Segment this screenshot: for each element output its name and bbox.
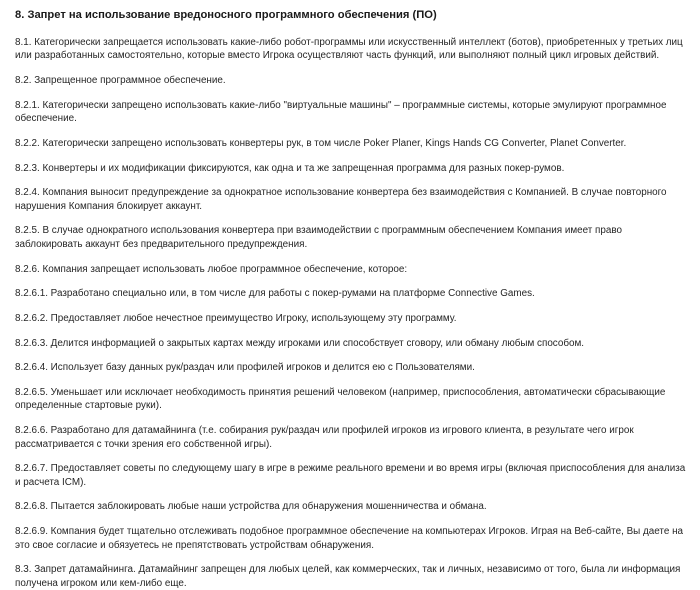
paragraph-8-2-6-6: 8.2.6.6. Разработано для датамайнинга (т.е. собирания рук/раздач или профилей игроков из игрового клиента, в результате чего игрок рассматривается с точки зрения его собственной игры). (15, 425, 634, 450)
paragraph-8-2-3: 8.2.3. Конвертеры и их модификации фиксируются, как одна и та же запрещенная программа для разных покер-румов. (15, 162, 565, 174)
paragraph-8-1: 8.1. Категорически запрещается использовать какие-либо робот-программы или искусственный интеллект (ботов), приобретенных у третьих лиц или разработанных самостоятельно, которые вместо Игрока осуществляют часть функций, или выполняют полный цикл игровых действий. (15, 37, 683, 62)
section-body (15, 36, 690, 590)
paragraph-8-2-6-4: 8.2.6.4. Использует базу данных рук/раздач или профилей игроков и делится ею с Пользователями. (15, 362, 475, 374)
paragraph-8-2-6-1: 8.2.6.1. Разработано специально или, в том числе для работы с покер-румами на платформе Connective Games. (15, 288, 535, 300)
section-title: 8. Запрет на использование вредоносного программного обеспечения (ПО) (15, 9, 437, 21)
paragraph-8-3: 8.3. Запрет датамайнинга. Датамайнинг запрещен для любых целей, как коммерческих, так и личных, независимо от того, была ли информация получена игроком или кем-либо еще. (15, 564, 681, 589)
paragraph-8-2: 8.2. Запрещенное программное обеспечение. (15, 75, 226, 87)
paragraph-8-2-6-5: 8.2.6.5. Уменьшает или исключает необходимость принятия решений человеком (например, приспособления, автоматически сбрасывающие определенные стартовые руки). (15, 387, 666, 412)
paragraph-8-2-1: 8.2.1. Категорически запрещено использовать какие-либо "виртуальные машины" – программные системы, которые эмулируют программное обеспечение. (15, 99, 667, 125)
paragraph-8-2-4: 8.2.4. Компания выносит предупреждение за однократное использование конвертера без взаимодействия с Компанией. В случае повторного нарушения Компания блокирует аккаунт. (15, 187, 667, 212)
paragraph-8-2-6-2: 8.2.6.2. Предоставляет любое нечестное преимущество Игроку, использующему эту программу. (15, 312, 457, 324)
paragraph-8-2-5: 8.2.5. В случае однократного использования конвертера при взаимодействии с программным обеспечением Компания имеет право заблокировать аккаунт без предварительного предупреждения. (15, 225, 623, 250)
paragraph-8-2-6-7: 8.2.6.7. Предоставляет советы по следующему шагу в игре в режиме реального времени и во время игры (включая приспособления для анализа и расчета ICM). (15, 463, 686, 488)
paragraph-8-2-6-8: 8.2.6.8. Пытается заблокировать любые наши устройства для обнаружения мошенничества и обмана. (15, 501, 487, 513)
paragraph-8-2-6-9: 8.2.6.9. Компания будет тщательно отслеживать подобное программное обеспечение на компьютерах Игроков. Играя на Веб-сайте, Вы даете на это свое согласие и обязуетесь не препятствовать устройствам обнаружения. (15, 526, 684, 551)
paragraph-8-2-6: 8.2.6. Компания запрещает использовать любое программное обеспечение, которое: (15, 263, 408, 275)
paragraph-8-2-6-3: 8.2.6.3. Делится информацией о закрытых картах между игроками или способствует сговору, или обману любым способом. (15, 337, 585, 349)
paragraph-8-2-2: 8.2.2. Категорически запрещено использовать конвертеры рук, в том числе Poker Planer, Kings Hands CG Converter, Planet Converter. (15, 137, 627, 149)
